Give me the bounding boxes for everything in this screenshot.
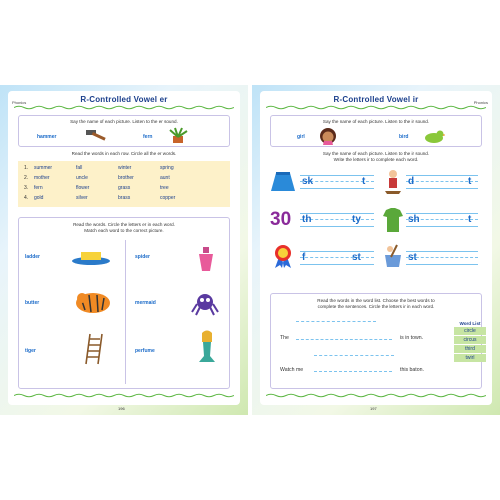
row-word[interactable]: winter bbox=[118, 165, 132, 171]
wave-divider bbox=[14, 105, 234, 110]
match-word: butter bbox=[25, 300, 40, 306]
word-end: t bbox=[468, 176, 472, 187]
word-end: t bbox=[468, 214, 472, 225]
wave-divider bbox=[266, 105, 486, 110]
row-word[interactable]: brass bbox=[118, 195, 131, 201]
fill-blank[interactable] bbox=[300, 213, 374, 227]
picture-word: girl bbox=[297, 134, 305, 140]
left-page bbox=[0, 85, 248, 415]
skirt-icon bbox=[270, 171, 296, 193]
word-row bbox=[24, 195, 224, 201]
page-number: 196 bbox=[118, 406, 125, 411]
match-word: mermaid bbox=[135, 300, 156, 306]
fill-blank[interactable] bbox=[406, 175, 478, 189]
guide-line bbox=[314, 355, 394, 356]
sentence-end: this baton. bbox=[400, 367, 424, 373]
wave-divider bbox=[14, 393, 234, 398]
row-word[interactable]: copper bbox=[160, 195, 176, 201]
row-word[interactable]: mother bbox=[34, 175, 50, 181]
word-start: th bbox=[302, 214, 312, 225]
fill-blank[interactable] bbox=[300, 175, 374, 189]
thirty-number: 30 bbox=[270, 209, 292, 230]
girl-icon bbox=[319, 127, 337, 145]
fill-blank[interactable] bbox=[300, 251, 374, 265]
first-place-ribbon-icon bbox=[270, 243, 296, 269]
section-say bbox=[270, 115, 482, 147]
word-row bbox=[24, 175, 224, 181]
word-start: f bbox=[302, 252, 306, 263]
word-end: ty bbox=[352, 214, 361, 225]
instruction: Say the name of each picture. Listen to the ir sound. bbox=[322, 119, 430, 124]
row-word[interactable]: fall bbox=[76, 165, 83, 171]
word-list-item: third bbox=[454, 345, 486, 353]
instruction: Read the words in the word list. Choose the best words to bbox=[317, 298, 435, 303]
ladder-icon bbox=[85, 333, 103, 365]
stir-icon bbox=[382, 243, 404, 269]
sentence-blank[interactable] bbox=[314, 371, 392, 372]
perfume-icon bbox=[195, 244, 217, 274]
dirt-icon bbox=[382, 169, 404, 195]
word-start: sk bbox=[302, 176, 314, 187]
hammer-icon bbox=[83, 128, 109, 142]
row-number: 2. bbox=[24, 175, 29, 181]
row-word[interactable]: brother bbox=[118, 175, 134, 181]
word-row bbox=[24, 165, 224, 171]
picture-word: fern bbox=[143, 134, 153, 140]
row-word[interactable]: aunt bbox=[160, 175, 170, 181]
column-divider bbox=[125, 240, 126, 384]
row-word[interactable]: gold bbox=[34, 195, 44, 201]
workbook-spread bbox=[0, 85, 500, 415]
instruction: Match each word to the correct picture. bbox=[84, 228, 164, 233]
word-list-title: Word List bbox=[459, 321, 481, 326]
word-rows bbox=[18, 161, 230, 207]
sentence-start: The bbox=[280, 335, 289, 341]
page-title: R-Controlled Vowel ir bbox=[333, 95, 419, 104]
instruction: Write the letters ir to complete each word. bbox=[333, 157, 419, 162]
row-word[interactable]: flower bbox=[76, 185, 90, 191]
wave-divider bbox=[266, 393, 486, 398]
word-row bbox=[24, 185, 224, 191]
sentence-start: Watch me bbox=[280, 367, 304, 373]
fern-icon bbox=[167, 126, 189, 144]
row-word[interactable]: grass bbox=[118, 185, 131, 191]
match-word: ladder bbox=[25, 254, 41, 260]
sentence-blank[interactable] bbox=[296, 339, 392, 340]
row-word[interactable]: spring bbox=[160, 165, 174, 171]
match-word: spider bbox=[135, 254, 151, 260]
section-match bbox=[18, 217, 230, 389]
tiger-icon bbox=[73, 288, 111, 314]
row-word[interactable]: summer bbox=[34, 165, 53, 171]
picture-word: bird bbox=[399, 134, 409, 140]
word-end: st bbox=[352, 252, 361, 263]
word-list bbox=[454, 321, 486, 363]
row-word[interactable]: fern bbox=[34, 185, 43, 191]
bird-icon bbox=[423, 128, 445, 144]
butter-icon bbox=[71, 248, 111, 266]
instruction: Say the name of each picture. Listen to the ir sound. bbox=[322, 151, 430, 156]
sentence-end: is in town. bbox=[400, 335, 424, 341]
word-start: d bbox=[408, 176, 415, 187]
word-list-item: circle bbox=[454, 327, 486, 335]
section-fill bbox=[270, 151, 482, 291]
picture-word: hammer bbox=[37, 134, 57, 140]
spider-icon bbox=[191, 290, 219, 316]
section-sentences bbox=[270, 293, 482, 389]
row-word[interactable]: uncle bbox=[76, 175, 88, 181]
match-word: tiger bbox=[25, 348, 36, 354]
match-word: perfume bbox=[135, 348, 155, 354]
word-list-item: twirl bbox=[454, 354, 486, 362]
guide-line bbox=[296, 321, 376, 322]
instruction: Say the name of each picture. Listen to the er sound. bbox=[70, 119, 178, 124]
row-number: 1. bbox=[24, 165, 29, 171]
page-title: R-Controlled Vowel er bbox=[80, 95, 168, 104]
word-start: sh bbox=[408, 214, 420, 225]
fill-blank[interactable] bbox=[406, 213, 478, 227]
instruction: Read the words in each row. Circle all the er words. bbox=[71, 151, 177, 156]
section-say bbox=[18, 115, 230, 147]
instruction: Read the words. Circle the letters er in each word. bbox=[73, 222, 175, 227]
fill-blank[interactable] bbox=[406, 251, 478, 265]
row-number: 4. bbox=[24, 195, 29, 201]
row-number: 3. bbox=[24, 185, 29, 191]
row-word[interactable]: silver bbox=[76, 195, 88, 201]
right-page bbox=[252, 85, 500, 415]
shirt-icon bbox=[382, 207, 404, 233]
row-word[interactable]: tree bbox=[160, 185, 169, 191]
mermaid-icon bbox=[195, 330, 219, 364]
page-tag: Phonics bbox=[473, 100, 488, 105]
page-tag: Phonics bbox=[12, 100, 27, 105]
instruction: complete the sentences. Circle the letters ir in each word. bbox=[317, 304, 435, 309]
page-number: 197 bbox=[370, 406, 377, 411]
word-list-item: circus bbox=[454, 336, 486, 344]
word-start: st bbox=[408, 252, 417, 263]
word-end: t bbox=[362, 176, 366, 187]
